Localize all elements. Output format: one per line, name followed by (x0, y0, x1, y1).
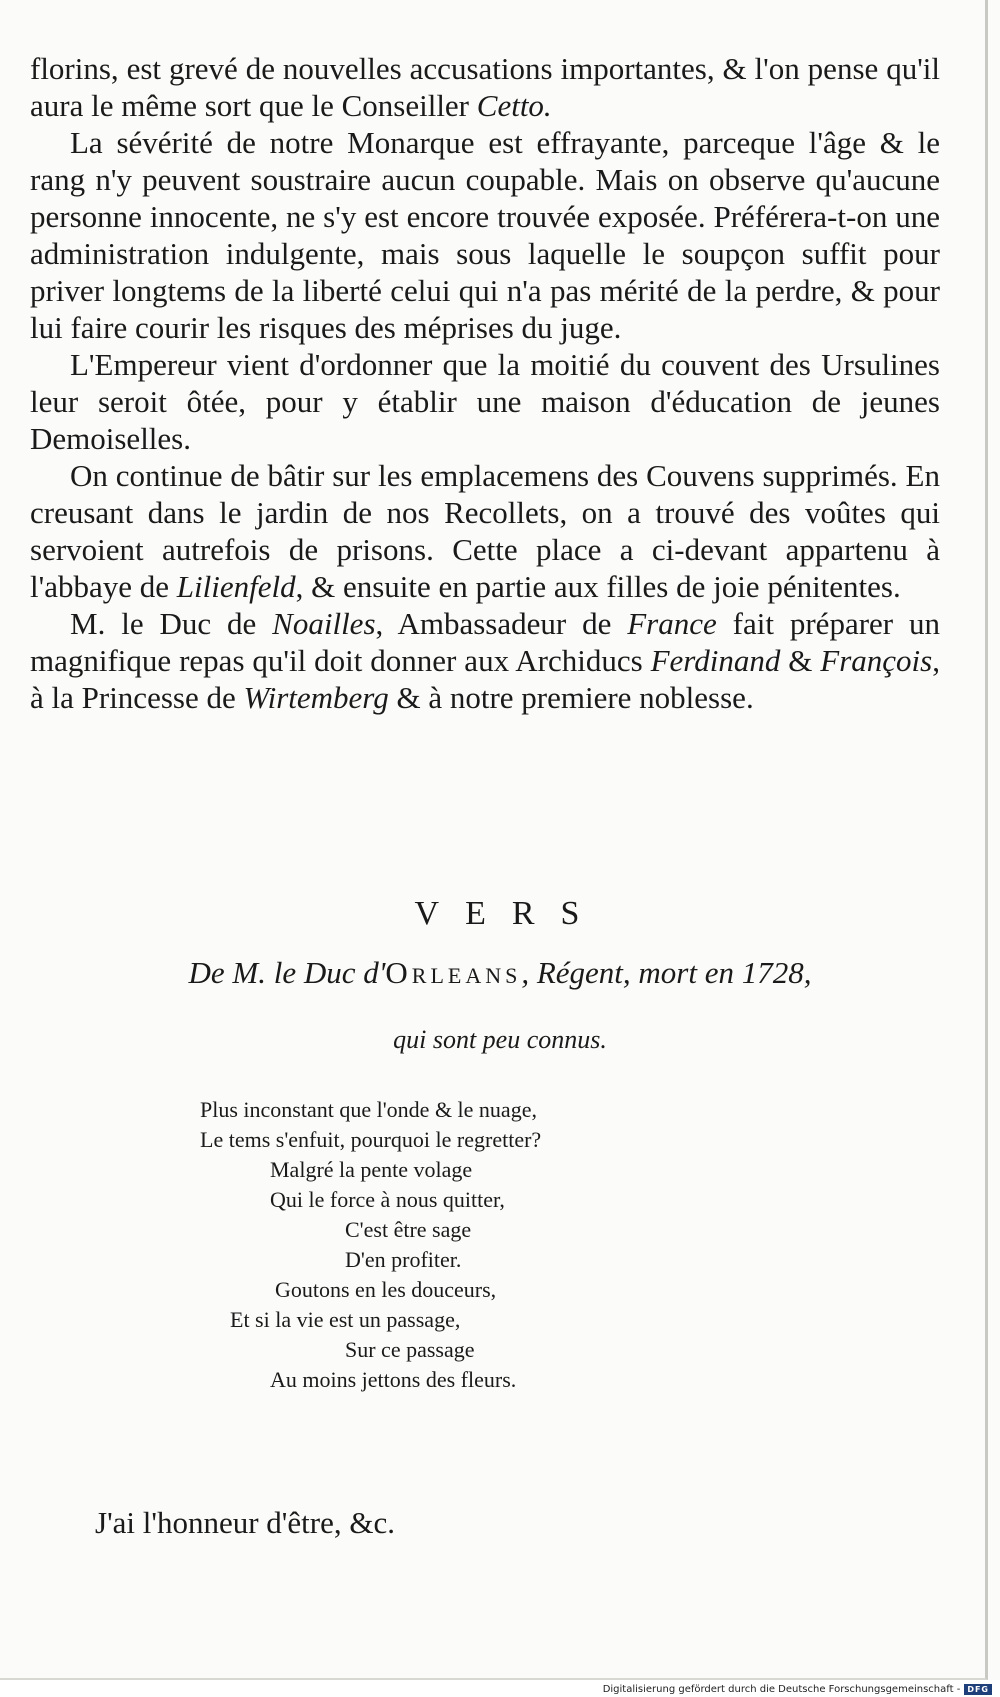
poem-heading: VERS (414, 895, 606, 932)
poem-subtitle-note: qui sont peu connus. (393, 1025, 607, 1054)
text-run: & (780, 643, 821, 678)
article-body (30, 50, 940, 716)
poem-subtitle-name: Orleans (385, 955, 522, 990)
dfg-logo-icon: DFG (964, 1684, 992, 1695)
text-run: , Ambassadeur de (375, 606, 628, 641)
credit-text: Digitalisierung gefördert durch die Deutsche Forschungsgemeinschaft - (602, 1684, 961, 1695)
poem-line: Au moins jettons des fleurs. (270, 1367, 517, 1392)
poem-subtitle (0, 955, 1000, 991)
poem-line: C'est être sage (345, 1217, 472, 1242)
digitization-credit (603, 1684, 992, 1695)
text-run: On continue de bâtir sur les emplacemens des Couvens supprimés. En creusant dans le jardin de nos Recollets, on a trouvé des voûtes qui servoient autrefois de prisons. Cette place a ci-devant appartenu à l'abbaye de (30, 458, 940, 604)
poem-line: Le tems s'enfuit, pourquoi le regretter? (200, 1127, 542, 1152)
poem-verses (200, 1095, 800, 1395)
closing-line: J'ai l'honneur d'être, &c. (95, 1505, 395, 1540)
paragraph (30, 605, 940, 716)
text-run: , à la Princesse de (30, 643, 940, 715)
footer-bar (0, 1680, 1000, 1697)
italic-text: Lilienfeld (176, 569, 296, 604)
text-run: florins, est grevé de nouvelles accusations importantes, & l'on pense qu'il aura le même sort que le Conseiller (30, 51, 940, 123)
text-run: La sévérité de notre Monarque est effrayante, parceque l'âge & le rang n'y peuvent soustraire aucun coupable. Mais on observe qu'aucune personne innocente, ne s'y est encore trouvée exposée. Préférera-t-on une administration indulgente, mais sous laquelle le soupçon suffit pour priver longtems de la liberté celui qui n'a pas mérité de la perdre, & pour lui faire courir les risques des méprises du juge. (30, 125, 940, 345)
poem-line: Malgré la pente volage (270, 1157, 473, 1182)
paragraph (30, 346, 940, 457)
poem-subtitle-end: , Régent, mort en 1728, (521, 955, 812, 990)
italic-text: Cetto. (476, 88, 552, 123)
text-run: fait préparer un magnifique repas qu'il doit donner aux Archiducs (30, 606, 941, 678)
italic-text: Ferdinand (650, 643, 781, 678)
paragraph (30, 124, 940, 346)
poem-line: Qui le force à nous quitter, (270, 1187, 505, 1212)
text-run: L'Empereur vient d'ordonner que la moitié du couvent des Ursulines leur seroit ôtée, pour y établir une maison d'éducation de jeunes Demoiselles. (30, 347, 940, 456)
poem-line: Plus inconstant que l'onde & le nuage, (200, 1097, 537, 1122)
poem-line: Sur ce passage (345, 1337, 475, 1362)
italic-text: Noailles (272, 606, 376, 641)
text-run: , & ensuite en partie aux filles de joie pénitentes. (295, 569, 901, 604)
paragraph (30, 457, 940, 605)
text-run: & à notre premiere noblesse. (388, 680, 754, 715)
italic-text: France (627, 606, 717, 641)
text-run: M. le Duc de (70, 606, 273, 641)
paragraph (30, 50, 940, 124)
poem-line: D'en profiter. (345, 1247, 462, 1272)
italic-text: Wirtemberg (243, 680, 389, 715)
poem-subtitle-start: De M. le Duc d' (188, 955, 386, 990)
poem-line: Et si la vie est un passage, (230, 1307, 461, 1332)
italic-text: François (820, 643, 933, 678)
poem-line: Goutons en les douceurs, (275, 1277, 497, 1302)
